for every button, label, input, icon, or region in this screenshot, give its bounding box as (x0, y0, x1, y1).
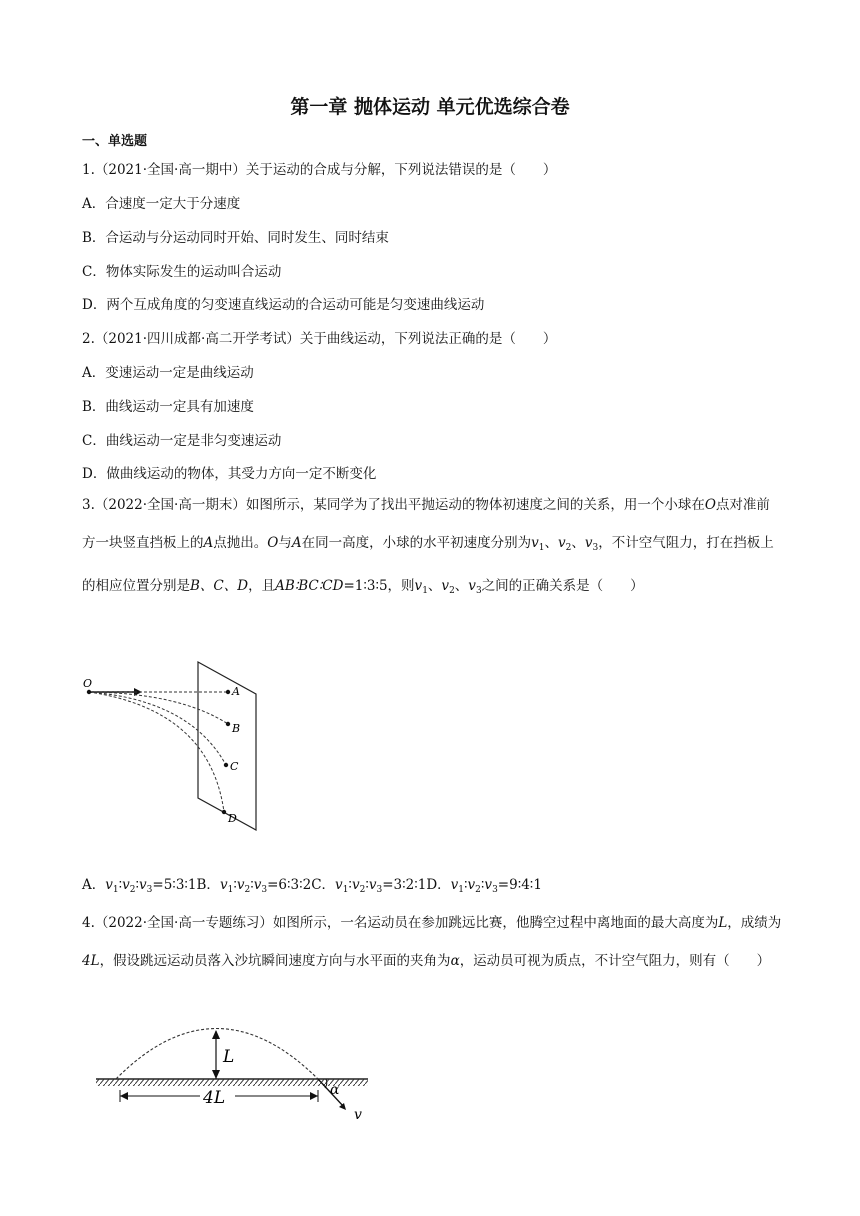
q3-stem: 3.（2022·全国·高一期末）如图所示，某同学为了找出平抛运动的物体初速度之间的关系，用一个小球在O点对准前方一块竖直挡板上的A点抛出。O与A在同一高度，小球的水平初速度分别为$v_1$、$v_2$、$v_3$，不计空气阻力，打在挡板上的相应位置分别是B、C、D，且AB∶BC∶CD=1∶3∶5，则$v_1$、$v_2$、$v_3$之间的正确关系是（ ） (82, 497, 774, 596)
q3-figure (80, 655, 280, 835)
q1-stem: 1.（2021·全国·高一期中）关于运动的合成与分解，下列说法错误的是（ ） (82, 162, 557, 178)
fig4-label-l: L (223, 1047, 235, 1067)
fig3-label-d: D (228, 812, 237, 825)
fig3-label-a: A (232, 685, 240, 698)
page-title: 第一章 抛体运动 单元优选综合卷 (290, 96, 570, 118)
fig4-label-v: v (354, 1107, 362, 1123)
q2-option-b: B．曲线运动一定具有加速度 (82, 399, 254, 415)
fig4-label-4l: 4L (203, 1088, 226, 1108)
section-heading: 一、单选题 (82, 134, 148, 149)
fig3-label-c: C (230, 760, 239, 773)
q4-figure (90, 1018, 390, 1128)
fig3-label-b: B (232, 722, 241, 735)
fig3-label-o: O (83, 677, 93, 690)
q4-stem: 4.（2022·全国·高一专题练习）如图所示，一名运动员在参加跳远比赛，他腾空过程中离地面的最大高度为L，成绩为4L，假设跳远运动员落入沙坑瞬间速度方向与水平面的夹角为α，运动员可视为质点，不计空气阻力，则有（ ） (82, 915, 782, 969)
q2-option-a: A．变速运动一定是曲线运动 (82, 365, 254, 381)
q2-option-d: D．做曲线运动的物体，其受力方向一定不断变化 (82, 466, 377, 482)
fig4-label-alpha: α (330, 1082, 340, 1098)
q2-stem: 2.（2021·四川成都·高二开学考试）关于曲线运动，下列说法正确的是（ ） (82, 331, 557, 347)
q1-option-c: C．物体实际发生的运动叫合运动 (82, 264, 282, 280)
q3-options: A．$v_1∶v_2∶v_3=5∶3∶1B$．$v_1∶v_2∶v_3=6∶3∶2C$．$v_1∶v_2∶v_3=3∶2∶1D$．$v_1∶v_2∶v_3=9∶4∶1$ (82, 877, 542, 895)
q2-option-c: C．曲线运动一定是非匀变速运动 (82, 433, 282, 449)
q1-option-a: A．合速度一定大于分速度 (82, 196, 241, 212)
q1-option-d: D．两个互成角度的匀变速直线运动的合运动可能是匀变速曲线运动 (82, 297, 485, 313)
q1-option-b: B．合运动与分运动同时开始、同时发生、同时结束 (82, 230, 389, 246)
